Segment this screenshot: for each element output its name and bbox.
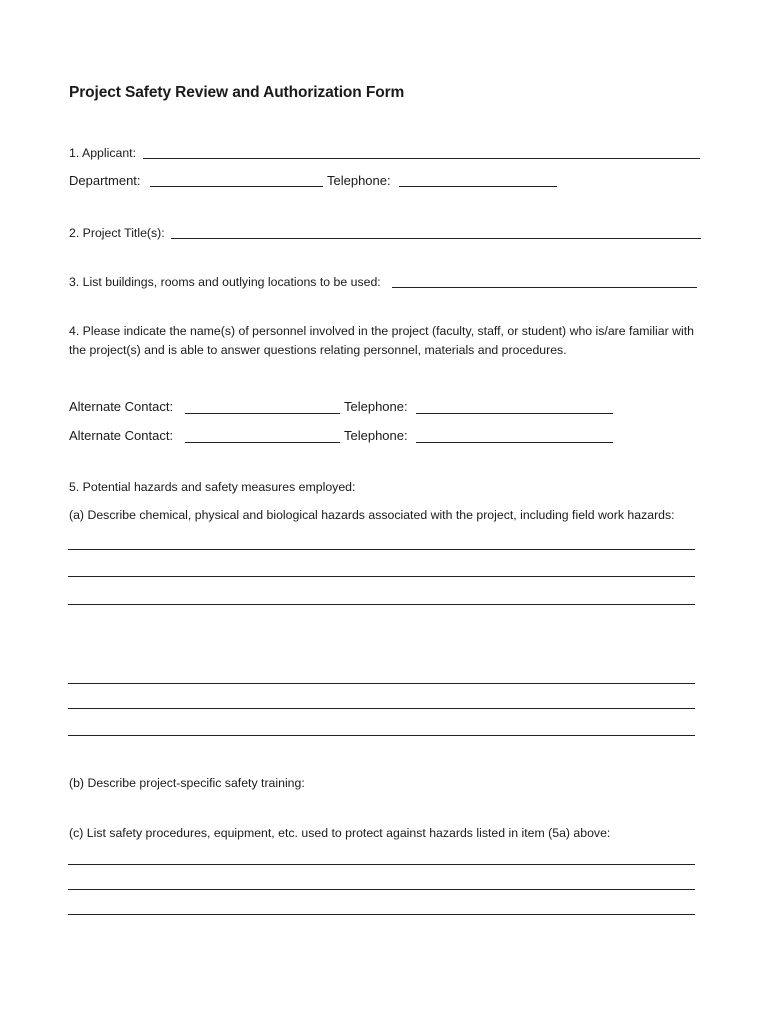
hazards-a-line[interactable] xyxy=(68,576,695,577)
locations-label: 3. List buildings, rooms and outlying locations to be used: xyxy=(69,275,381,289)
department-label: Department: xyxy=(69,173,141,188)
hazards-a-line[interactable] xyxy=(68,549,695,550)
procedures-line[interactable] xyxy=(68,914,695,915)
telephone-label: Telephone: xyxy=(327,173,391,188)
procedures-line[interactable] xyxy=(68,889,695,890)
hazards-heading: 5. Potential hazards and safety measures employed: xyxy=(69,480,356,494)
alternate-telephone-field[interactable] xyxy=(416,399,613,414)
alternate-contact-field[interactable] xyxy=(185,428,340,443)
applicant-field[interactable] xyxy=(143,144,700,159)
hazards-a-label: (a) Describe chemical, physical and biological hazards associated with the project, including field work hazards: xyxy=(69,508,675,522)
locations-field[interactable] xyxy=(392,273,697,288)
alternate-telephone-label: Telephone: xyxy=(344,399,408,414)
procedures-label: (c) List safety procedures, equipment, etc. used to protect against hazards listed in item (5a) above: xyxy=(69,826,611,840)
applicant-label: 1. Applicant: xyxy=(69,146,136,160)
alternate-telephone-label: Telephone: xyxy=(344,428,408,443)
alternate-contact-label: Alternate Contact: xyxy=(69,428,174,443)
alternate-contact-field[interactable] xyxy=(185,399,340,414)
alternate-telephone-field[interactable] xyxy=(416,428,613,443)
page-title: Project Safety Review and Authorization Form xyxy=(69,84,405,101)
telephone-field[interactable] xyxy=(399,172,557,187)
department-field[interactable] xyxy=(150,172,323,187)
training-label: (b) Describe project-specific safety training: xyxy=(69,776,305,790)
hazards-a-line[interactable] xyxy=(68,604,695,605)
procedures-line[interactable] xyxy=(68,864,695,865)
project-title-field[interactable] xyxy=(171,224,701,239)
hazards-a-line[interactable] xyxy=(68,735,695,736)
project-title-label: 2. Project Title(s): xyxy=(69,226,165,240)
alternate-contact-label: Alternate Contact: xyxy=(69,399,174,414)
personnel-instructions: 4. Please indicate the name(s) of personnel involved in the project (faculty, staff, or student) who is/are familiar with the project(s) and is able to answer questions relating personnel, materials and procedures. xyxy=(69,324,694,357)
hazards-a-line[interactable] xyxy=(68,708,695,709)
hazards-a-line[interactable] xyxy=(68,683,695,684)
